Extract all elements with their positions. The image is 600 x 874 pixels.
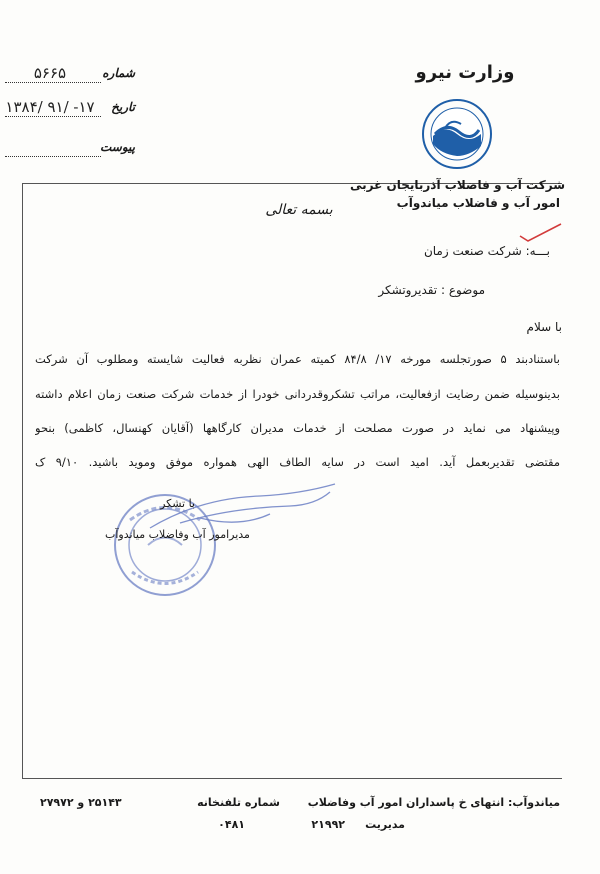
department-name: امور آب و فاضلاب میاندوآب	[396, 196, 560, 210]
water-company-logo-icon	[417, 94, 497, 174]
letter-date-label: تاریخ	[111, 100, 135, 114]
greeting: با سلام	[526, 320, 562, 334]
subject-line: موضوع : تقدیروتشکر	[378, 283, 485, 297]
letter-number-value: ۵۶۶۵	[33, 64, 67, 82]
footer-extra-phone: ۰۴۸۱	[218, 818, 245, 831]
footer-phone-label: شماره تلفنخانه	[197, 796, 280, 809]
ministry-title: وزارت نیرو	[415, 62, 515, 83]
letter-attachment-dots	[5, 156, 101, 157]
closing-phrase: با تشکر	[160, 497, 195, 510]
signatory-title: مدیرامور آب وفاضلاب میاندوآب	[105, 528, 250, 541]
letter-date-value: ۱۳۸۴/ ۹۱/ -۱۷	[5, 98, 95, 116]
footer-divider	[22, 778, 562, 779]
body-line: باستنادبند ۵ صورتجلسه مورخه ۱۷/ ۸۴/۸ کمیته عمران نظربه فعالیت شایسته ومطلوب آن شرکت	[35, 352, 560, 366]
letter-date-dots	[5, 116, 101, 117]
letter-number-row	[5, 64, 135, 86]
letter-number-label: شماره	[102, 66, 135, 80]
body-line: مقتضی تقدیربعمل آید. امید است در سایه الطاف الهی همواره موفق وموید باشید. ۹/۱۰ ک	[35, 455, 560, 469]
footer-management-phone: ۲۱۹۹۲	[311, 818, 345, 831]
footer-address: میاندوآب: انتهای خ پاسداران امور آب وفاضلاب	[307, 796, 560, 809]
footer-phones: ۲۵۱۴۳ و ۲۷۹۷۲	[40, 796, 122, 809]
letter-number-dots	[5, 82, 101, 83]
body-line: وپیشنهاد می نماید در صورت مصلحت از خدمات مدیران کارگاهها (آقایان کهنسال، کاظمی) بنحو	[35, 421, 560, 435]
body-line: بدینوسیله ضمن رضایت ازفعالیت، مراتب تشکروقدردانی خودرا از خدمات شرکت صنعت زمان اعلام داشته	[35, 387, 560, 401]
left-margin-line	[22, 183, 23, 778]
bismillah-heading: بسمه تعالی	[265, 202, 333, 218]
letter-attachment-label: پیوست	[100, 140, 135, 154]
letter-date-row	[5, 98, 135, 120]
company-name: شرکت آب و فاضلاب آذربایجان غربی	[350, 178, 565, 192]
footer-management-label: مدیریت	[365, 818, 405, 831]
check-mark-icon	[518, 222, 563, 242]
letter-attachment-row	[5, 138, 135, 160]
recipient: بـــه: شرکت صنعت زمان	[423, 244, 550, 258]
